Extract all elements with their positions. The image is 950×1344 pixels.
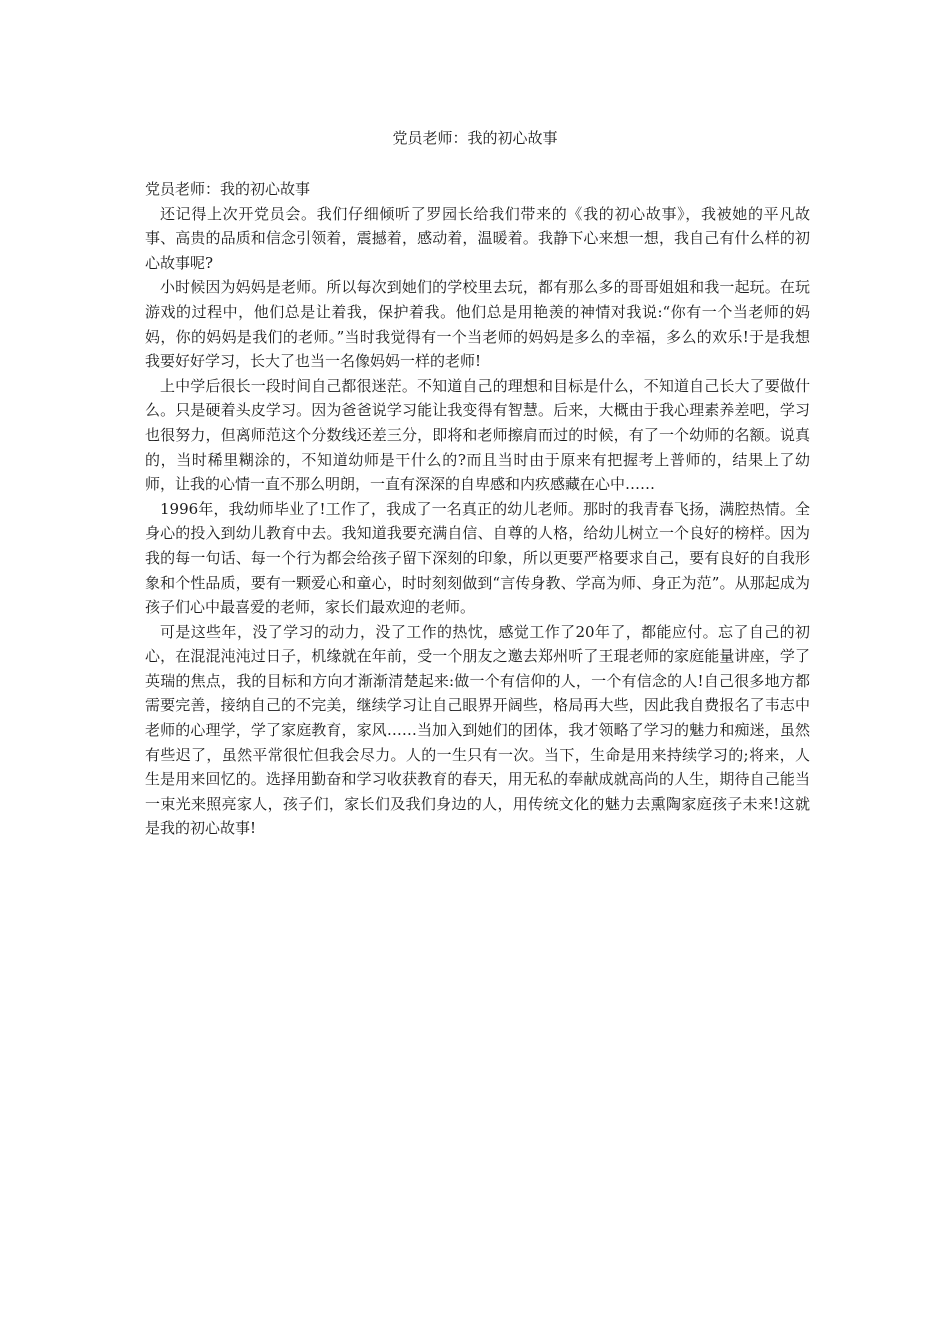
paragraph-3: 上中学后很长一段时间自己都很迷茫。不知道自己的理想和目标是什么，不知道自己长大了要做什么。只是硬着头皮学习。因为爸爸说学习能让我变得有智慧。后来，大概由于我心理素养差吧，学习也很努力，但离师范这个分数线还差三分，即将和老师擦肩而过的时候，有了一个幼师的名额。说真的，当时稀里糊涂的，不知道幼师是干什么的?而且当时由于原来有把握考上普师的，结果上了幼师，让我的心情一直不那么明朗，一直有深深的自卑感和内疚感藏在心中…… (145, 376, 810, 494)
document-title: 党员老师：我的初心故事 (392, 129, 558, 147)
paragraph-1: 还记得上次开党员会。我们仔细倾听了罗园长给我们带来的《我的初心故事》，我被她的平凡故事、高贵的品质和信念引领着，震撼着，感动着，温暖着。我静下心来想一想，我自己有什么样的初心故事呢? (145, 204, 810, 272)
document-subtitle: 党员老师：我的初心故事 (145, 180, 311, 198)
document-body (145, 177, 810, 841)
paragraph-2: 小时候因为妈妈是老师。所以每次到她们的学校里去玩，都有那么多的哥哥姐姐和我一起玩。在玩游戏的过程中，他们总是让着我，保护着我。他们总是用艳羡的神情对我说:“你有一个当老师的妈妈，你的妈妈是我们的老师。”当时我觉得有一个当老师的妈妈是多么的幸福，多么的欢乐!于是我想我要好好学习，长大了也当一名像妈妈一样的老师! (145, 278, 810, 371)
paragraph-4: 1996年，我幼师毕业了!工作了，我成了一名真正的幼儿老师。那时的我青春飞扬，满腔热情。全身心的投入到幼儿教育中去。我知道我要充满自信、自尊的人格，给幼儿树立一个良好的榜样。因为我的每一句话、每一个行为都会给孩子留下深刻的印象，所以更要严格要求自己，要有良好的自我形象和个性品质，要有一颗爱心和童心，时时刻刻做到“言传身教、学高为师、身正为范”。从那起成为孩子们心中最喜爱的老师，家长们最欢迎的老师。 (145, 499, 810, 617)
paragraph-5: 可是这些年，没了学习的动力，没了工作的热忱，感觉工作了20年了，都能应付。忘了自己的初心，在混混沌沌过日子，机缘就在年前，受一个朋友之邀去郑州听了王琨老师的家庭能量讲座，学了英瑞的焦点，我的目标和方向才渐渐清楚起来:做一个有信仰的人，一个有信念的人!自己很多地方都需要完善，接纳自己的不完美，继续学习让自己眼界开阔些，格局再大些，因此我自费报名了韦志中老师的心理学，学了家庭教育，家风……当加入到她们的团体，我才领略了学习的魅力和痴迷，虽然有些迟了，虽然平常很忙但我会尽力。人的一生只有一次。当下，生命是用来持续学习的;将来，人生是用来回忆的。选择用勤奋和学习收获教育的春天，用无私的奉献成就高尚的人生，期待自己能当一束光来照亮家人，孩子们，家长们及我们身边的人，用传统文化的魅力去熏陶家庭孩子未来!这就是我的初心故事! (145, 622, 810, 838)
